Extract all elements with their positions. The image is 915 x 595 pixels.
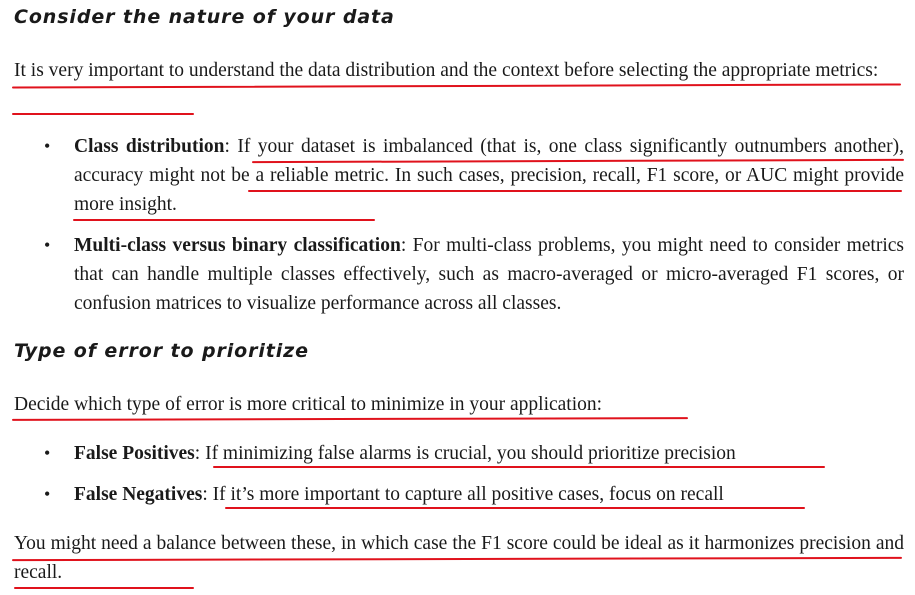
- list-item-multiclass: [14, 231, 904, 318]
- underline-annotation: [248, 190, 902, 192]
- underline-annotation: [225, 507, 805, 509]
- list-item-false-negatives: [14, 480, 904, 509]
- section-heading-data-nature: Consider the nature of your data: [14, 6, 395, 28]
- list-item-text: : If it’s more important to capture all positive cases, focus on recall: [202, 484, 724, 505]
- underline-annotation: [73, 219, 375, 221]
- list-item-class-distribution: [14, 132, 904, 219]
- list-item-term: False Negatives: [74, 484, 203, 505]
- section-heading-error-type: Type of error to prioritize: [14, 340, 309, 362]
- list-item-text: : If minimizing false alarms is crucial, you should prioritize precision: [194, 443, 736, 464]
- list-item-false-positives: [14, 439, 904, 468]
- underline-annotation: [14, 587, 194, 589]
- list-item-term: False Positives: [74, 443, 195, 464]
- error-intro-paragraph: Decide which type of error is more critical to minimize in your application:: [14, 394, 603, 415]
- list-item-text: : If your dataset is imbalanced (that is, one class significantly outnumbers another), accuracy might not be a reliable metric. In such cases, precision, recall, F1 score, or AUC might provide more insight.: [74, 136, 904, 215]
- bullet-icon: •: [44, 235, 51, 255]
- underline-annotation: [12, 113, 194, 115]
- list-item-term: Class distribution: [74, 136, 225, 157]
- error-type-list-2: [14, 480, 904, 509]
- underline-annotation: [12, 417, 688, 421]
- bullet-icon: •: [44, 136, 51, 156]
- bullet-icon: •: [44, 443, 51, 463]
- bullet-icon: •: [44, 484, 51, 504]
- data-nature-list-2: [14, 231, 904, 318]
- underline-annotation: [213, 466, 825, 468]
- closing-paragraph: You might need a balance between these, in which case the F1 score could be ideal as it harmonizes precision and recall.: [14, 533, 904, 583]
- list-item-text: : For multi-class problems, you might need to consider metrics that can handle multiple classes effectively, such as macro-averaged or micro-averaged F1 scores, or confusion matrices to visualize performance across all classes.: [74, 235, 904, 314]
- error-type-list: [14, 439, 904, 468]
- data-nature-list: [14, 132, 904, 219]
- intro-paragraph: It is very important to understand the data distribution and the context before selecting the appropriate metrics:: [14, 60, 879, 81]
- list-item-term: Multi-class versus binary classification: [74, 235, 401, 256]
